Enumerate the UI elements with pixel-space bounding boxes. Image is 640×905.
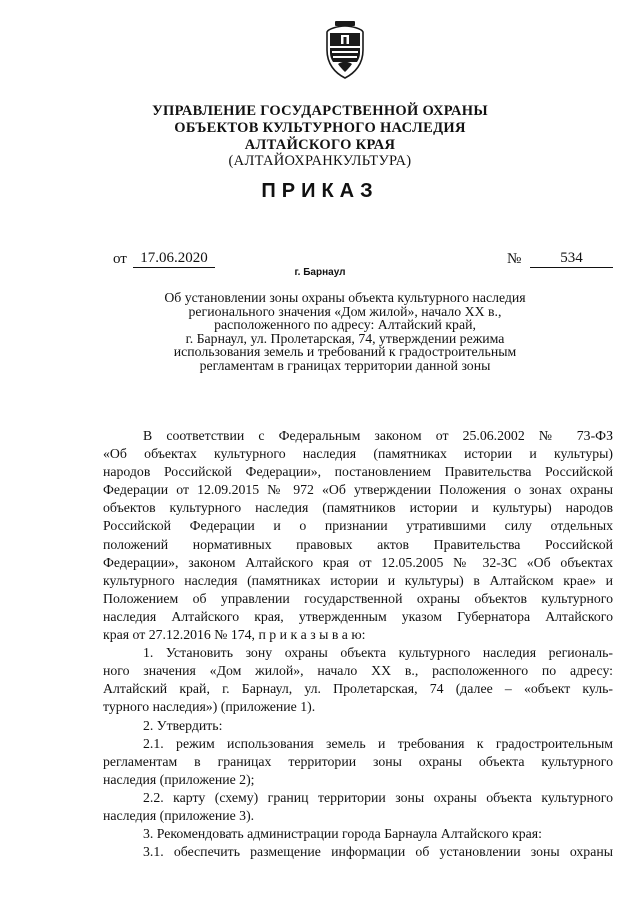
org-short-name: (АЛТАЙОХРАНКУЛЬТУРА) (228, 153, 412, 169)
body-line: Российской Федерации и о признании утратившими силу отдельных (103, 518, 613, 534)
subject-line: Об установлении зоны охраны объекта культурного наследия (164, 290, 526, 305)
body-line: народов Российской Федерации», постановлением Правительства Российской (103, 464, 613, 480)
body-line: В соответствии с Федеральным законом от 25.06.2002 № 73-ФЗ (143, 428, 613, 443)
body-line: 1. Установить зону охраны объекта культурного наследия региональ- (143, 645, 613, 661)
subject-line: регламентам в границах территории данной зоны (199, 357, 491, 373)
subject-line: использования земель и требований к градостроительным (173, 344, 517, 360)
body-line: ного значения «Дом жилой», начало XX в., расположенного по адресу: (103, 663, 613, 679)
body-line: наследия (приложение 2); (103, 771, 255, 787)
body-line: положений нормативных правовых актов Правительства Российской (103, 536, 613, 552)
body-line: 3. Рекомендовать администрации города Барнаула Алтайского края: (143, 826, 542, 842)
body-line: «Об объектах культурного наследия (памятниках истории и культуры) (103, 446, 613, 462)
body-line: 2.2. карту (схему) границ территории зоны охраны объекта культурного (143, 789, 613, 805)
org-name-line-2: ОБЪЕКТОВ КУЛЬТУРНОГО НАСЛЕДИЯ (174, 120, 466, 136)
order-body (103, 427, 613, 861)
body-line: наследия (приложение 3). (103, 807, 255, 823)
document-date: 17.06.2020 (133, 249, 215, 268)
body-line: турного наследия») (приложение 1). (103, 699, 316, 715)
order-subject (130, 291, 560, 373)
body-line: 3.1. обеспечить размещение информации об установлении зоны охраны (143, 844, 613, 860)
body-line: объектов культурного наследия (памятников истории и культуры) народов (103, 500, 613, 516)
body-line: Алтайский край, г. Барнаул, ул. Пролетарская, 74 (далее – «объект куль- (103, 681, 613, 697)
subject-line: г. Барнаул, ул. Пролетарская, 74, утверждении режима (185, 330, 505, 346)
body-line: наследия Алтайского края, утвержденным указом Губернатора Алтайского (103, 608, 613, 624)
document-title: ПРИКАЗ (261, 180, 379, 202)
document-number: 534 (530, 249, 613, 268)
altai-krai-coat-of-arms-icon (322, 20, 368, 82)
org-name-line-1: УПРАВЛЕНИЕ ГОСУДАРСТВЕННОЙ ОХРАНЫ (152, 103, 488, 119)
body-line: Положением об управлении государственной охраны объектов культурного (103, 590, 613, 606)
body-line: регламентам в границах территории зоны охраны объекта культурного (103, 753, 613, 769)
org-name-line-3: АЛТАЙСКОГО КРАЯ (244, 137, 396, 153)
subject-line: регионального значения «Дом жилой», начало XX в., (188, 303, 502, 319)
body-line: Федерации от 12.09.2015 № 972 «Об утверждении Положения о зонах охраны (103, 482, 613, 498)
date-label: от (113, 251, 127, 267)
document-city: г. Барнаул (294, 267, 346, 278)
subject-line: расположенного по адресу: Алтайский край, (214, 317, 476, 333)
number-label: № (507, 251, 522, 267)
body-line: Федерации», законом Алтайского края от 12.05.2005 № 32-ЗС «Об объектах (103, 554, 613, 570)
body-line: 2. Утвердить: (143, 717, 223, 733)
body-line: 2.1. режим использования земель и требования к градостроительным (143, 735, 613, 751)
body-line: культурного наследия (памятниках истории и культуры) в Алтайском крае» и (103, 572, 613, 588)
body-line: края от 27.12.2016 № 174, п р и к а з ы в а ю: (103, 627, 366, 643)
